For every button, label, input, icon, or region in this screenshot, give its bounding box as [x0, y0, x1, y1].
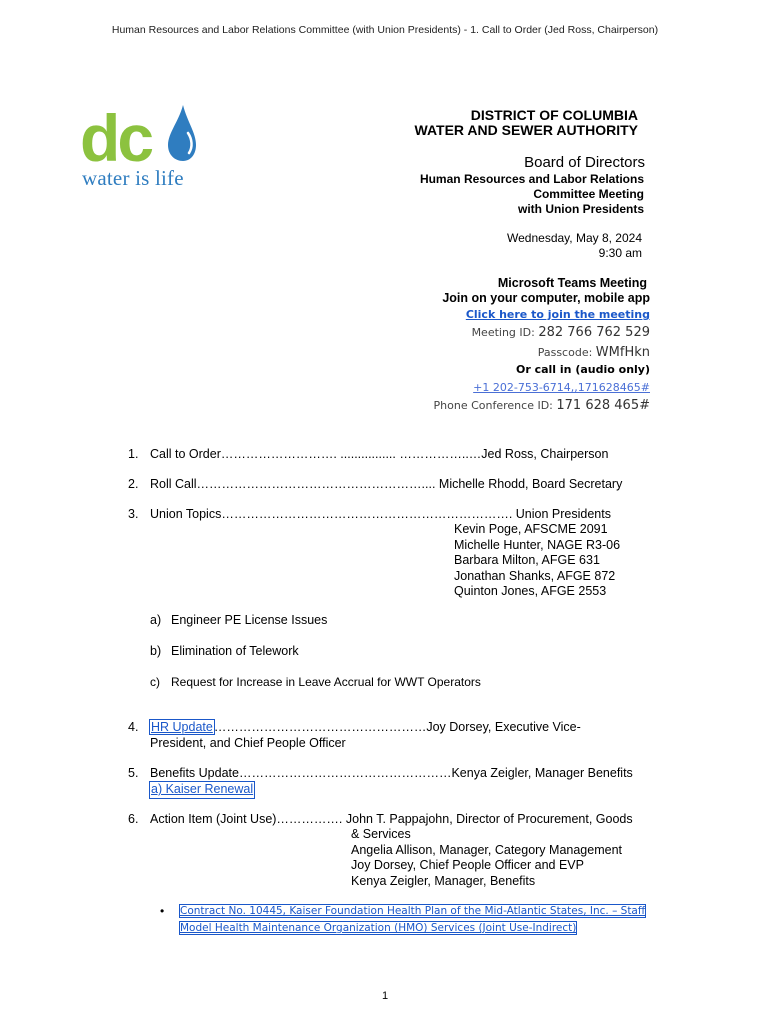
agenda-item-hr-update: HR Update……………………………………………Joy Dorsey, Executive Vice- — [151, 720, 581, 734]
teams-title: Microsoft Teams Meeting — [497, 276, 647, 290]
kaiser-renewal-link[interactable]: a) Kaiser Renewal — [151, 782, 254, 796]
action-item-presenters: & Services Angelia Allison, Manager, Category Management Joy Dorsey, Chief People Officer and EVP Kenya Zeigler, Manager, Benefits — [351, 827, 622, 888]
hr-update-link[interactable]: HR Update — [151, 720, 213, 734]
agenda-item-action-item: Action Item (Joint Use)……………. John T. Pappajohn, Director of Procurement, Goods — [150, 812, 633, 826]
union-presidents-list — [454, 522, 620, 600]
logo-mark: dc — [80, 103, 152, 175]
water-drop-icon — [168, 105, 196, 161]
president-5: Quinton Jones, AFGE 2553 — [454, 584, 607, 598]
agenda-num-1: 1. — [128, 447, 139, 461]
logo-tagline: water is life — [82, 166, 184, 190]
meeting-datetime — [507, 231, 642, 261]
join-meeting-link[interactable]: Click here to join the meeting — [465, 308, 650, 321]
agenda-num-6: 6. — [128, 812, 139, 826]
president-2: Michelle Hunter, NAGE R3-06 — [454, 537, 621, 552]
president-1: Kevin Poge, AFSCME 2091 — [454, 522, 608, 536]
meeting-time: 9:30 am — [598, 246, 642, 260]
meeting-date: Wednesday, May 8, 2024 — [507, 231, 642, 245]
union-subitem-c: c) Request for Increase in Leave Accrual for WWT Operators — [150, 675, 481, 689]
running-header: Human Resources and Labor Relations Committee (with Union Presidents) - 1. Call to Order (Jed Ross, Chairperson) — [111, 24, 659, 36]
agenda-item-benefits-update: Benefits Update……………………………………………Kenya Zeigler, Manager Benefits — [150, 766, 633, 780]
phone-conference-id: Phone Conference ID: 171 628 465# — [433, 398, 650, 413]
meeting-id: Meeting ID: 282 766 762 529 — [471, 325, 650, 340]
president-3: Barbara Milton, AFGE 631 — [454, 553, 600, 567]
teams-join-text: Join on your computer, mobile app — [442, 291, 650, 305]
union-subitem-b: b) Elimination of Telework — [150, 644, 299, 658]
call-in-phone-link[interactable]: +1 202-753-6714,,171628465# — [473, 381, 650, 394]
agenda-num-3: 3. — [128, 507, 139, 521]
contract-link[interactable]: Contract No. 10445, Kaiser Foundation Health Plan of the Mid-Atlantic States, Inc. – Staff Model Health Maintenance Organization (HMO) Services (Joint Use-Indirect) — [180, 905, 646, 934]
agenda-num-2: 2. — [128, 477, 139, 491]
agenda-item-call-to-order: Call to Order………………………. ................ ……………..…Jed Ross, Chairperson — [150, 447, 609, 461]
org-name-line1: DISTRICT OF COLUMBIA — [470, 107, 638, 123]
bullet-icon: • — [160, 904, 165, 918]
president-4: Jonathan Shanks, AFGE 872 — [454, 568, 616, 583]
agenda-num-5: 5. — [128, 766, 139, 780]
agenda-item-union-topics: Union Topics……………………………………………………………. Union Presidents — [150, 507, 611, 521]
board-title: Board of Directors — [524, 154, 645, 171]
union-subitem-a: a) Engineer PE License Issues — [150, 613, 328, 627]
agenda-item-roll-call: Roll Call……………………………………………….... Michelle Rhodd, Board Secretary — [150, 477, 623, 491]
page-number: 1 — [381, 990, 389, 1002]
agenda-item-hr-update-cont: President, and Chief People Officer — [150, 736, 346, 750]
passcode: Passcode: WMfHkn — [537, 345, 650, 360]
agenda-num-4: 4. — [128, 720, 139, 734]
call-in-label: Or call in (audio only) — [515, 363, 650, 376]
meeting-title: Human Resources and Labor Relations Committee Meeting with Union Presidents — [419, 172, 644, 216]
org-name-line2: WATER AND SEWER AUTHORITY — [414, 122, 638, 138]
